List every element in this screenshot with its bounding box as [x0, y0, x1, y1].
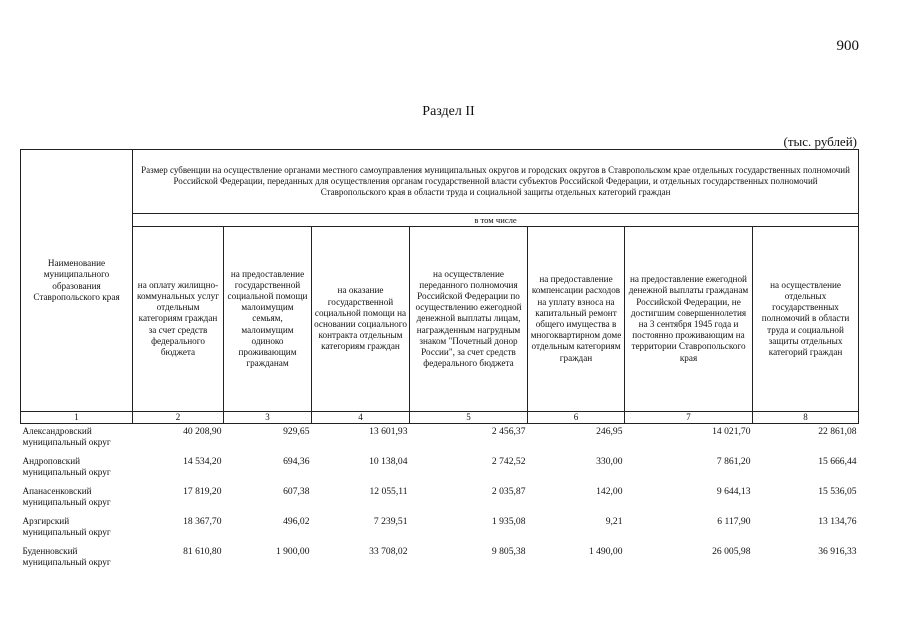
value-cell: 330,00	[596, 455, 623, 467]
value-cell: 1 490,00	[588, 545, 623, 557]
value-cell: 15 666,44	[818, 455, 857, 467]
column-header: на оказание государственной социальной помощи на основании социального контракта отдельным категориям граждан	[312, 227, 410, 412]
column-number: 2	[133, 412, 224, 424]
column-number: 4	[312, 412, 410, 424]
main-header: Размер субвенции на осуществление органами местного самоуправления муниципальных округов и городских округов в Ставропольском крае отдельных государственных полномочий Российской Федерации, переданных для осуществления органам государственной власти субъектов Российской Федерации, и отдельных государственных полномочий Ставропольского края в области труда и социальной защиты отдельных категорий граждан	[133, 150, 859, 214]
section-title: Раздел II	[422, 104, 475, 119]
value-cell: 1 900,00	[275, 545, 310, 557]
value-cell: 12 055,11	[369, 485, 408, 497]
value-cell: 22 861,08	[818, 425, 857, 437]
table-row	[21, 544, 859, 574]
column-header: на осуществление отдельных государственных полномочий в области труда и социальной защиты отдельных категорий граждан	[753, 227, 859, 412]
column-number: 3	[224, 412, 312, 424]
column-number: 1	[21, 412, 133, 424]
value-cell: 9 644,13	[716, 485, 751, 497]
value-cell: 2 742,52	[491, 455, 526, 467]
column-header: на предоставление государственной социальной помощи малоимущим семьям, малоимущим одиноко проживающим гражданам	[224, 227, 312, 412]
municipality-name: Буденновский муниципальный округ	[22, 545, 111, 568]
table-row	[21, 423, 859, 454]
value-cell: 9,21	[605, 515, 623, 527]
value-cell: 2 035,87	[491, 485, 526, 497]
column-header: на осуществление переданного полномочия Российской Федерации по осуществлению ежегодной денежной выплаты лицам, награжденным нагрудным знаком "Почетный донор России", за счет средств федерального бюджета	[410, 227, 528, 412]
value-cell: 14 534,20	[183, 455, 222, 467]
value-cell: 17 819,20	[183, 485, 222, 497]
value-cell: 2 456,37	[491, 425, 526, 437]
column-header: на предоставление ежегодной денежной выплаты гражданам Российской Федерации, не достигшим совершеннолетия на 3 сентября 1945 года и постоянно проживающим на территории Ставропольского края	[625, 227, 753, 412]
value-cell: 9 805,38	[491, 545, 526, 557]
value-cell: 607,38	[283, 485, 310, 497]
column-number: 5	[410, 412, 528, 424]
value-cell: 40 208,90	[183, 425, 222, 437]
column-header: на предоставление компенсации расходов на уплату взноса на капитальный ремонт общего имущества в многоквартирном доме отдельным категориям граждан	[528, 227, 625, 412]
value-cell: 36 916,33	[818, 545, 857, 557]
page-number: 900	[836, 38, 859, 54]
column-number: 8	[753, 412, 859, 424]
value-cell: 496,02	[283, 515, 310, 527]
subsidy-table	[20, 149, 859, 574]
value-cell: 81 610,80	[183, 545, 222, 557]
value-cell: 10 138,04	[369, 455, 408, 467]
municipality-name: Александровский муниципальный округ	[22, 425, 111, 448]
column-number: 6	[528, 412, 625, 424]
column-number: 7	[625, 412, 753, 424]
value-cell: 13 134,76	[818, 515, 857, 527]
column-number-row	[21, 412, 859, 424]
value-cell: 929,65	[283, 425, 310, 437]
value-cell: 694,36	[283, 455, 310, 467]
value-cell: 7 861,20	[716, 455, 751, 467]
municipality-name: Апанасенковский муниципальный округ	[22, 485, 111, 508]
value-cell: 15 536,05	[818, 485, 857, 497]
sub-header: в том числе	[133, 214, 859, 227]
value-cell: 246,95	[596, 425, 623, 437]
value-cell: 33 708,02	[369, 545, 408, 557]
value-cell: 13 601,93	[369, 425, 408, 437]
value-cell: 7 239,51	[373, 515, 408, 527]
municipality-name: Андроповский муниципальный округ	[22, 455, 111, 478]
value-cell: 6 117,90	[717, 515, 751, 527]
table-row	[21, 484, 859, 514]
table-row	[21, 454, 859, 484]
value-cell: 14 021,70	[712, 425, 751, 437]
column-header: на оплату жилищно-коммунальных услуг отдельным категориям граждан за счет средств федерального бюджета	[133, 227, 224, 412]
name-column-header: Наименование муниципального образования Ставропольского края	[21, 150, 133, 412]
units-label: (тыс. рублей)	[783, 134, 857, 149]
table-row	[21, 514, 859, 544]
value-cell: 1 935,08	[491, 515, 526, 527]
value-cell: 18 367,70	[183, 515, 222, 527]
value-cell: 26 005,98	[712, 545, 751, 557]
municipality-name: Арзгирский муниципальный округ	[22, 515, 111, 538]
value-cell: 142,00	[596, 485, 623, 497]
